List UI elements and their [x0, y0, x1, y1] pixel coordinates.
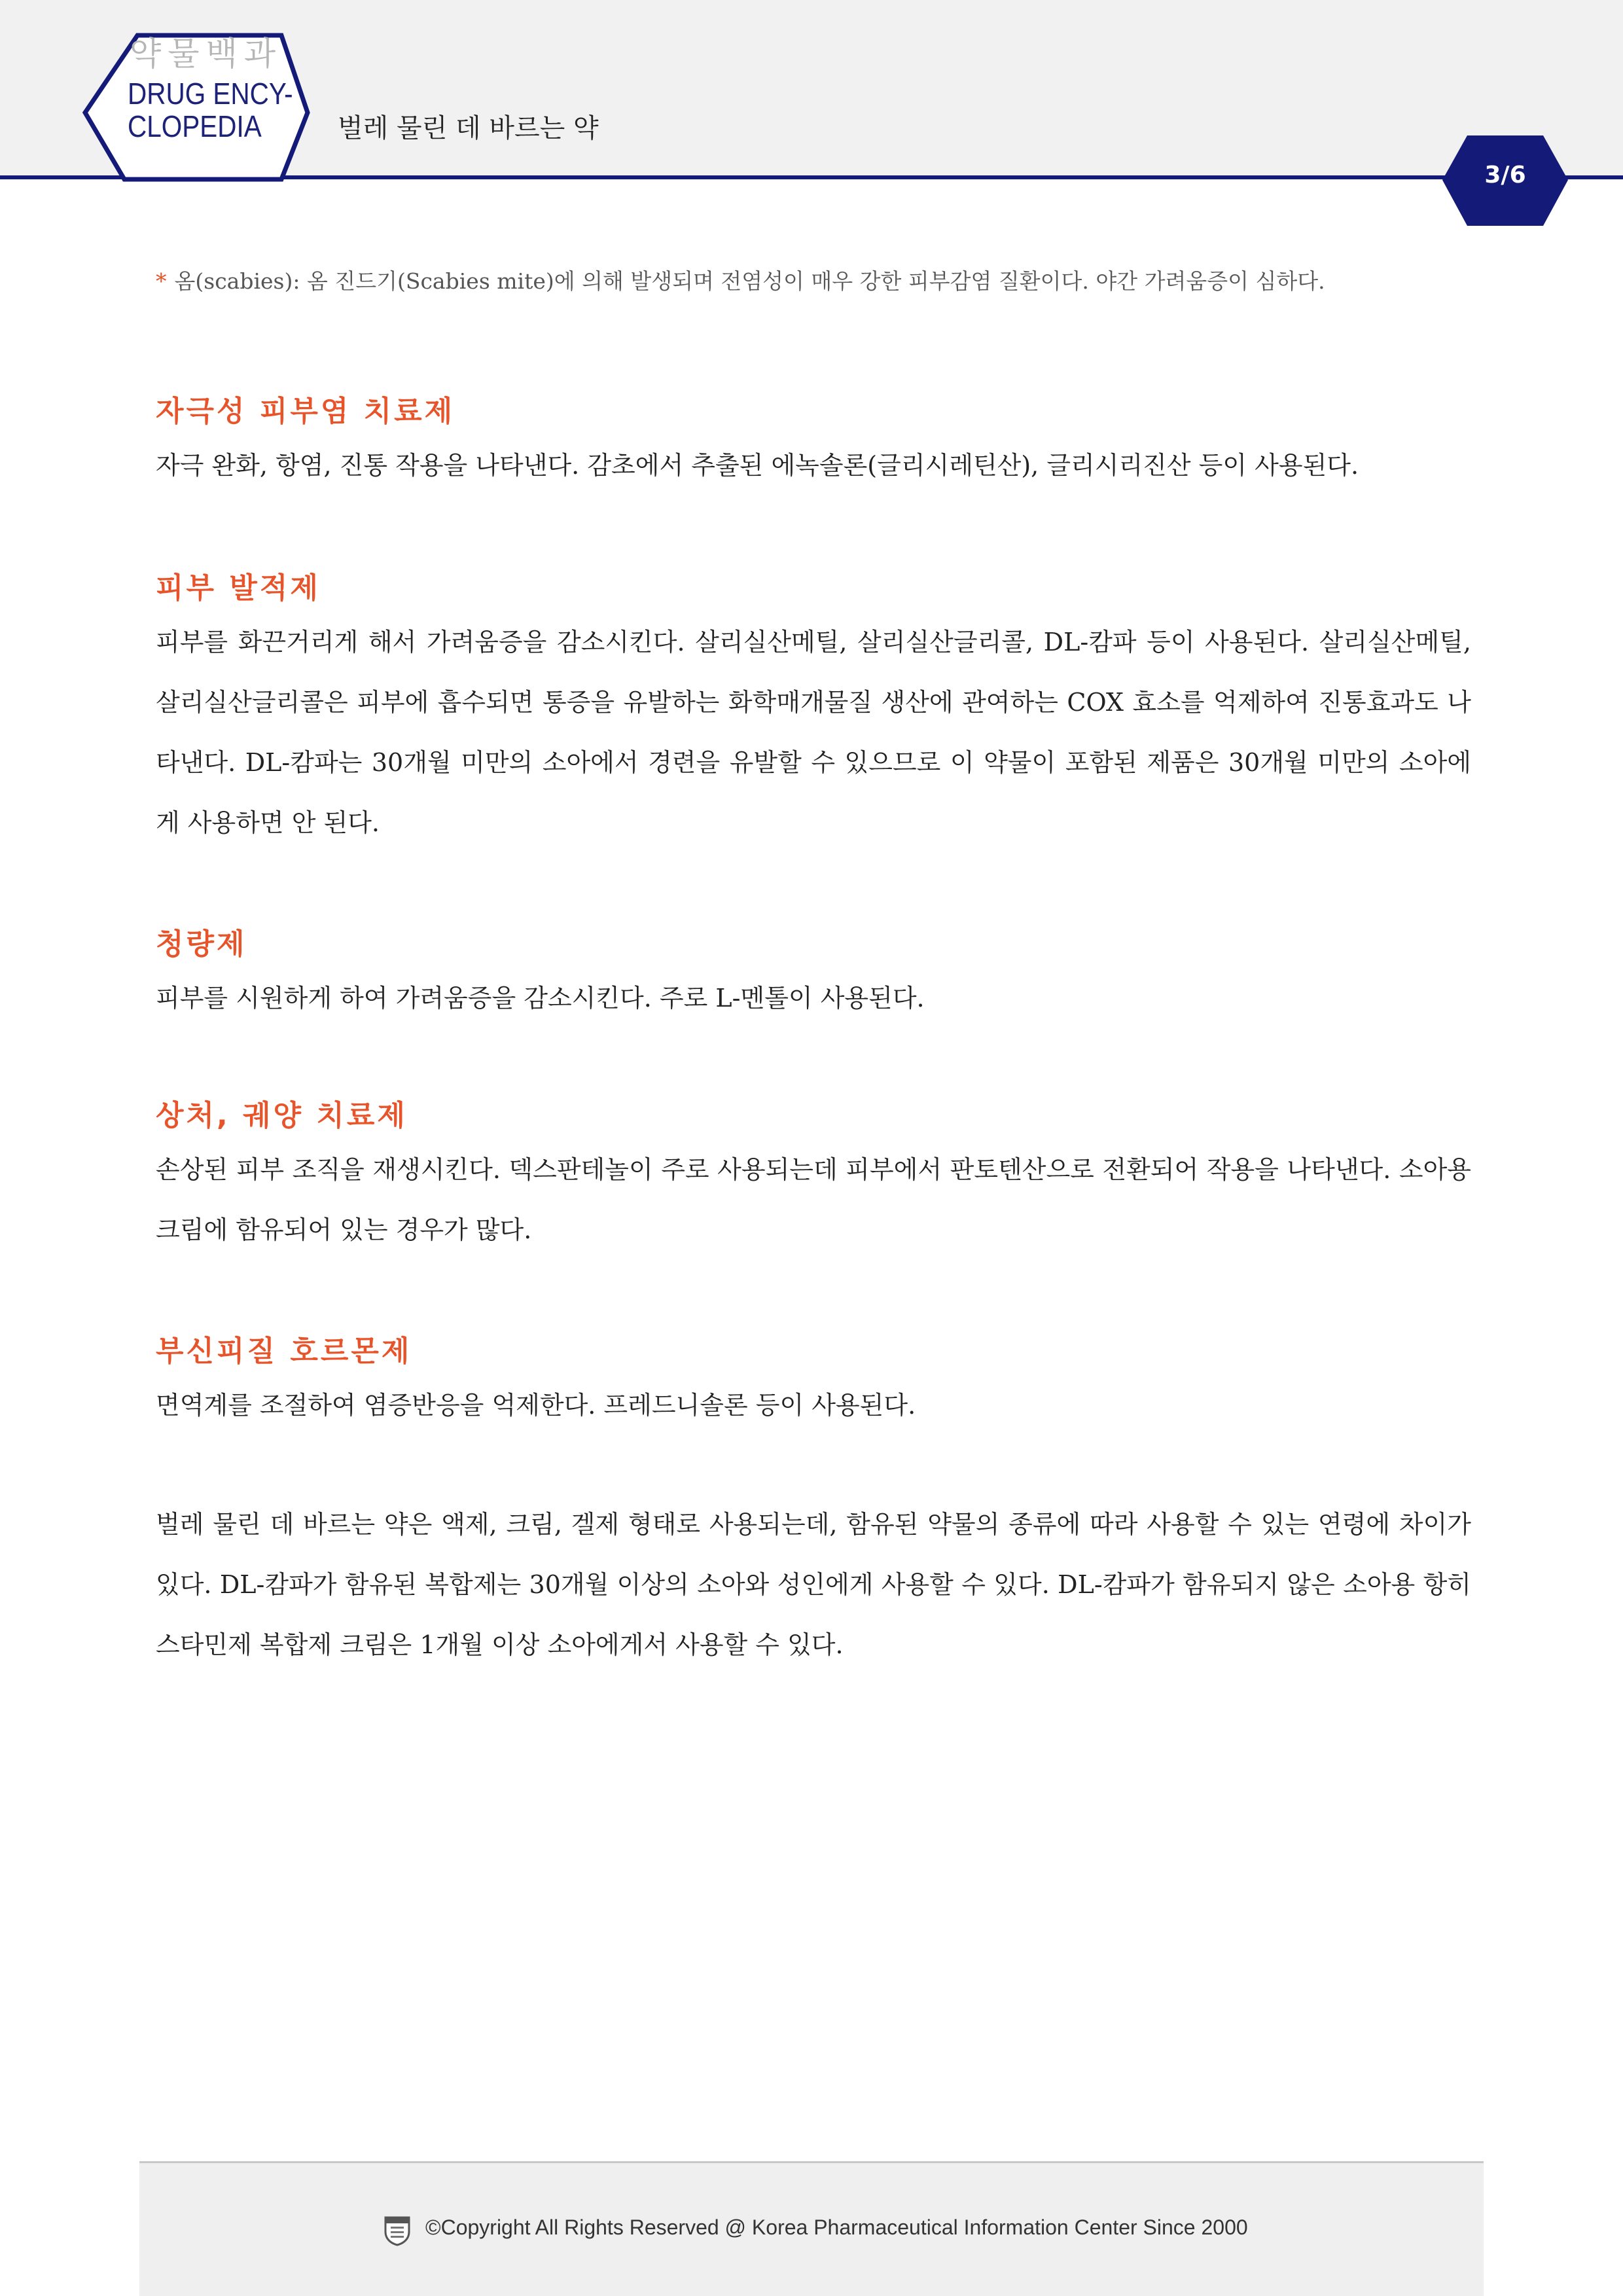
page-header [0, 0, 1623, 190]
section-body-wound-ulcer: 손상된 피부 조직을 재생시킨다. 덱스판테놀이 주로 사용되는데 피부에서 판토텐산으로 전환되어 작용을 나타낸다. 소아용 크림에 함유되어 있는 경우가 많다. [156, 1155, 1471, 1244]
kpic-emblem-icon [383, 2215, 412, 2246]
main-content [156, 252, 1471, 1675]
document-title: 벌레 물린 데 바르는 약 [338, 113, 599, 143]
logo-english: DRUG ENCY- CLOPEDIA [128, 77, 293, 143]
footnote-text: 옴(scabies): 옴 진드기(Scabies mite)에 의해 발생되며 전염성이 매우 강한 피부감염 질환이다. 야간 가려움증이 심하다. [174, 268, 1325, 294]
section-body-cooling-agent: 피부를 시원하게 하여 가려움증을 감소시킨다. 주로 L-멘톨이 사용된다. [156, 984, 925, 1013]
closing-paragraph: 벌레 물린 데 바르는 약은 액제, 크림, 겔제 형태로 사용되는데, 함유된 약물의 종류에 따라 사용할 수 있는 연령에 차이가 있다. DL-캄파가 함유된 복합제는 30개월 이상의 소아와 성인에게 사용할 수 있다. DL-캄파가 함유되지 않은 소아용 항히스타민제 복합제 크림은 1개월 이상 소아에게서 사용할 수 있다. [156, 1510, 1471, 1659]
logo-korean: 약물백과 [130, 35, 283, 73]
section-body-corticosteroid: 면역계를 조절하여 염증반응을 억제한다. 프레드니솔론 등이 사용된다. [156, 1391, 916, 1420]
section-body-irritant-dermatitis: 자극 완화, 항염, 진통 작용을 나타낸다. 감초에서 추출된 에녹솔론(글리시레틴산), 글리시리진산 등이 사용된다. [156, 451, 1359, 480]
asterisk-marker: * [156, 268, 167, 294]
section-title-rubefacient: 피부 발적제 [156, 571, 321, 605]
section-title-corticosteroid: 부신피질 호르몬제 [156, 1335, 412, 1368]
copyright-text: ©Copyright All Rights Reserved @ Korea Pharmaceutical Information Center Since 2000 [425, 2215, 1248, 2239]
page-number: 3/6 [1484, 162, 1526, 188]
footnote-scabies [156, 252, 1471, 311]
section-title-cooling-agent: 청량제 [156, 927, 247, 961]
section-title-wound-ulcer: 상처, 궤양 치료제 [156, 1099, 408, 1132]
section-body-rubefacient: 피부를 화끈거리게 해서 가려움증을 감소시킨다. 살리실산메틸, 살리실산글리콜, DL-캄파 등이 사용된다. 살리실산메틸, 살리실산글리콜은 피부에 흡수되면 통증을 유발하는 화학매개물질 생산에 관여하는 COX 효소를 억제하여 진통효과도 나타낸다. DL-캄파는 30개월 미만의 소아에서 경련을 유발할 수 있으므로 이 약물이 포함된 제품은 30개월 미만의 소아에게 사용하면 안 된다. [156, 628, 1471, 837]
section-title-irritant-dermatitis: 자극성 피부염 치료제 [156, 395, 455, 428]
